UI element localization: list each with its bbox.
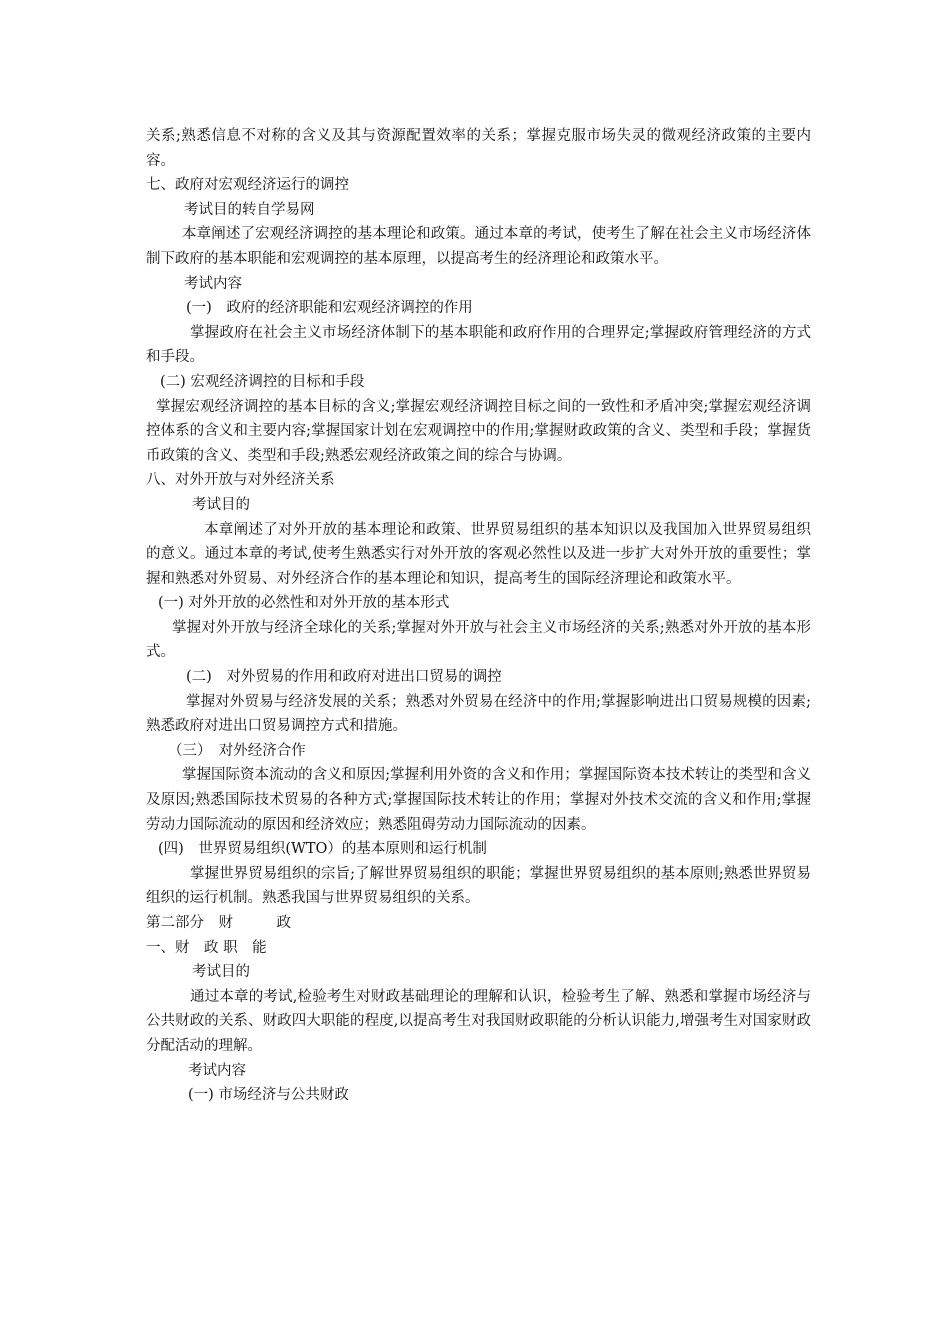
subsection-heading: （三） 对外经济合作 [168,742,306,759]
subsection-heading: (一) 对外开放的必然性和对外开放的基本形式 [158,595,450,612]
body-paragraph: 本章阐述了对外开放的基本理论和政策、世界贸易组织的基本知识以及我国加入世界贸易组织的意义。通过本章的考试,使考生熟悉实行对外开放的客观必然性以及进一步扩大对外开放的重要性；掌握和熟悉对外贸易、对外经济合作的基本理论和知识，提高考生的国际经济理论和政策水平。 [146,521,811,587]
subsection-heading: (一) 市场经济与公共财政 [188,1087,349,1104]
section-label: 考试目的 [192,964,250,981]
section-label: 考试目的 [192,496,250,513]
body-paragraph: 掌握国际资本流动的含义和原因;掌握利用外资的含义和作用；掌握国际资本技术转让的类型和含义及原因;熟悉国际技术贸易的各种方式;掌握国际技术转让的作用；掌握对外技术交流的含义和作用;掌握劳动力国际流动的原因和经济效应；熟悉阻碍劳动力国际流动的因素。 [146,767,811,833]
document-page [146,124,811,1108]
chapter-heading: 八、对外开放与对外经济关系 [146,472,335,489]
body-paragraph: 掌握政府在社会主义市场经济体制下的基本职能和政府作用的合理界定;掌握政府管理经济的方式和手段。 [146,324,811,366]
section-label: 考试内容 [184,275,242,292]
subsection-heading: (一) 政府的经济职能和宏观经济调控的作用 [186,300,473,317]
chapter-heading: 一、财 政 职 能 [146,939,267,956]
subsection-heading: (二) 宏观经济调控的目标和手段 [160,373,365,390]
chapter-heading: 七、政府对宏观经济运行的调控 [146,177,349,194]
body-paragraph: 通过本章的考试,检验考生对财政基础理论的理解和认识，检验考生了解、熟悉和掌握市场经济与公共财政的关系、财政四大职能的程度,以提高考生对我国财政职能的分析认识能力,增强考生对国家财政分配活动的理解。 [146,988,811,1054]
section-label: 考试内容 [188,1062,246,1079]
body-paragraph: 掌握世界贸易组织的宗旨;了解世界贸易组织的职能；掌握世界贸易组织的基本原则;熟悉世界贸易组织的运行机制。熟悉我国与世界贸易组织的关系。 [146,865,811,907]
body-paragraph: 本章阐述了宏观经济调控的基本理论和政策。通过本章的考试，使考生了解在社会主义市场经济体制下政府的基本职能和宏观调控的基本原理，以提高考生的经济理论和政策水平。 [146,226,811,267]
subsection-heading: (四) 世界贸易组织(WTO）的基本原则和运行机制 [158,841,487,858]
body-paragraph: 关系;熟悉信息不对称的含义及其与资源配置效率的关系；掌握克服市场失灵的微观经济政策的主要内容。 [146,128,811,169]
part-heading: 第二部分 财 政 [146,915,291,931]
subsection-heading: (二) 对外贸易的作用和政府对进出口贸易的调控 [186,669,502,686]
section-label: 考试目的转自学易网 [184,201,315,218]
body-paragraph: 掌握对外开放与经济全球化的关系;掌握对外开放与社会主义市场经济的关系;熟悉对外开放的基本形式。 [146,619,811,661]
body-paragraph: 掌握宏观经济调控的基本目标的含义;掌握宏观经济调控目标之间的一致性和矛盾冲突;掌握宏观经济调控体系的含义和主要内容;掌握国家计划在宏观调控中的作用;掌握财政政策的含义、类型和手段；掌握货币政策的含义、类型和手段;熟悉宏观经济政策之间的综合与协调。 [146,398,811,464]
body-paragraph: 掌握对外贸易与经济发展的关系；熟悉对外贸易在经济中的作用;掌握影响进出口贸易规模的因素;熟悉政府对进出口贸易调控方式和措施。 [146,693,811,735]
